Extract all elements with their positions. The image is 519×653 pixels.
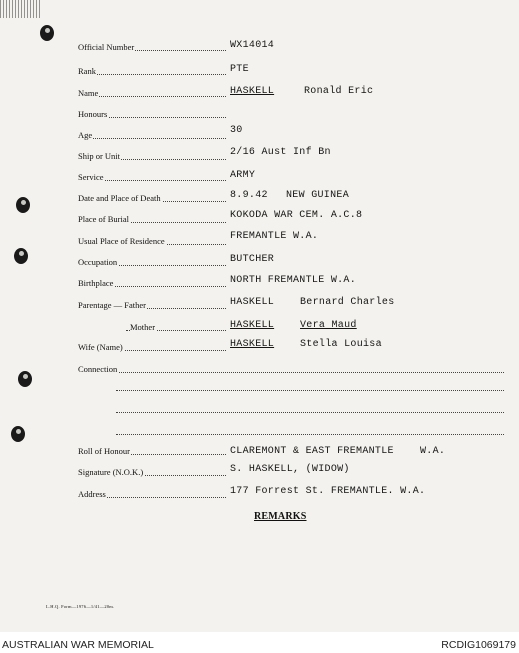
field-label: Roll of Honour	[78, 446, 130, 456]
age-row	[78, 126, 498, 140]
remarks-heading: REMARKS	[254, 511, 307, 522]
wife-row	[78, 338, 498, 352]
honours-row	[78, 105, 498, 119]
field-label: Rank	[78, 66, 96, 76]
death-date-value: 8.9.42	[230, 190, 268, 201]
connection-line	[116, 433, 504, 435]
mother-given: Vera Maud	[300, 320, 357, 331]
official-number-value: WX14014	[230, 40, 275, 51]
residence-value: FREMANTLE W.A.	[230, 231, 319, 242]
birthplace-row	[78, 274, 498, 288]
footer-source: AUSTRALIAN WAR MEMORIAL	[2, 639, 154, 651]
signature-value: S. HASKELL, (WIDOW)	[230, 464, 350, 475]
field-label: Connection	[78, 364, 118, 374]
mother-surname: HASKELL	[230, 320, 275, 331]
field-label: Address	[78, 489, 106, 499]
official-number-row	[78, 38, 498, 52]
birthplace-value: NORTH FREMANTLE W.A.	[230, 275, 357, 286]
roll-of-honour-row	[78, 442, 498, 456]
death-place-value: NEW GUINEA	[286, 190, 350, 201]
scan-edge-mark	[0, 0, 40, 18]
name-row	[78, 84, 498, 98]
field-label: Place of Burial	[78, 214, 129, 224]
punch-hole	[40, 25, 54, 41]
connection-line	[116, 411, 504, 413]
archive-footer	[0, 636, 519, 653]
field-label: Usual Place of Residence	[78, 236, 165, 246]
wife-given: Stella Louisa	[300, 339, 382, 350]
field-label: Service	[78, 172, 104, 182]
punch-hole	[18, 371, 32, 387]
wife-surname: HASKELL	[230, 339, 275, 350]
father-surname: HASKELL	[230, 297, 275, 308]
address-row	[78, 485, 498, 499]
field-label: Name	[78, 88, 99, 98]
occupation-row	[78, 253, 498, 267]
occupation-value: BUTCHER	[230, 254, 275, 265]
field-label: Ship or Unit	[78, 151, 121, 161]
field-label: Official Number	[78, 42, 135, 52]
field-label: Date and Place of Death	[78, 193, 161, 203]
given-names-value: Ronald Eric	[304, 86, 374, 97]
connection-row	[78, 360, 498, 374]
rank-value: PTE	[230, 64, 249, 75]
signature-row	[78, 463, 498, 477]
field-label: Signature (N.O.K.)	[78, 467, 144, 477]
rank-row	[78, 62, 498, 76]
roll-of-honour-state: W.A.	[420, 446, 446, 457]
connection-line	[116, 389, 504, 391]
death-row	[78, 189, 498, 203]
field-label: Birthplace	[78, 278, 114, 288]
roll-of-honour-value: CLAREMONT & EAST FREMANTLE	[230, 446, 394, 457]
punch-hole	[16, 197, 30, 213]
printer-note: L.H.Q. Form—1976—1/41—20m.	[46, 604, 115, 609]
mother-row	[78, 318, 498, 332]
field-label: Wife (Name)	[78, 342, 123, 352]
burial-row	[78, 210, 498, 224]
punch-hole	[11, 426, 25, 442]
unit-row	[78, 147, 498, 161]
footer-record-id: RCDIG1069179	[441, 639, 516, 651]
residence-row	[78, 232, 498, 246]
service-row	[78, 168, 498, 182]
field-label: Age	[78, 130, 93, 140]
field-label: Mother	[130, 322, 156, 332]
punch-hole	[14, 248, 28, 264]
father-given: Bernard Charles	[300, 297, 395, 308]
burial-value: KOKODA WAR CEM. A.C.8	[230, 210, 363, 221]
service-value: ARMY	[230, 170, 256, 181]
field-label: Parentage — Father	[78, 300, 146, 310]
field-label: Occupation	[78, 257, 118, 267]
unit-value: 2/16 Aust Inf Bn	[230, 147, 331, 158]
address-value: 177 Forrest St. FREMANTLE. W.A.	[230, 486, 426, 497]
age-value: 30	[230, 125, 243, 136]
surname-value: HASKELL	[230, 86, 275, 97]
father-row	[78, 296, 498, 310]
field-label: Honours	[78, 109, 108, 119]
